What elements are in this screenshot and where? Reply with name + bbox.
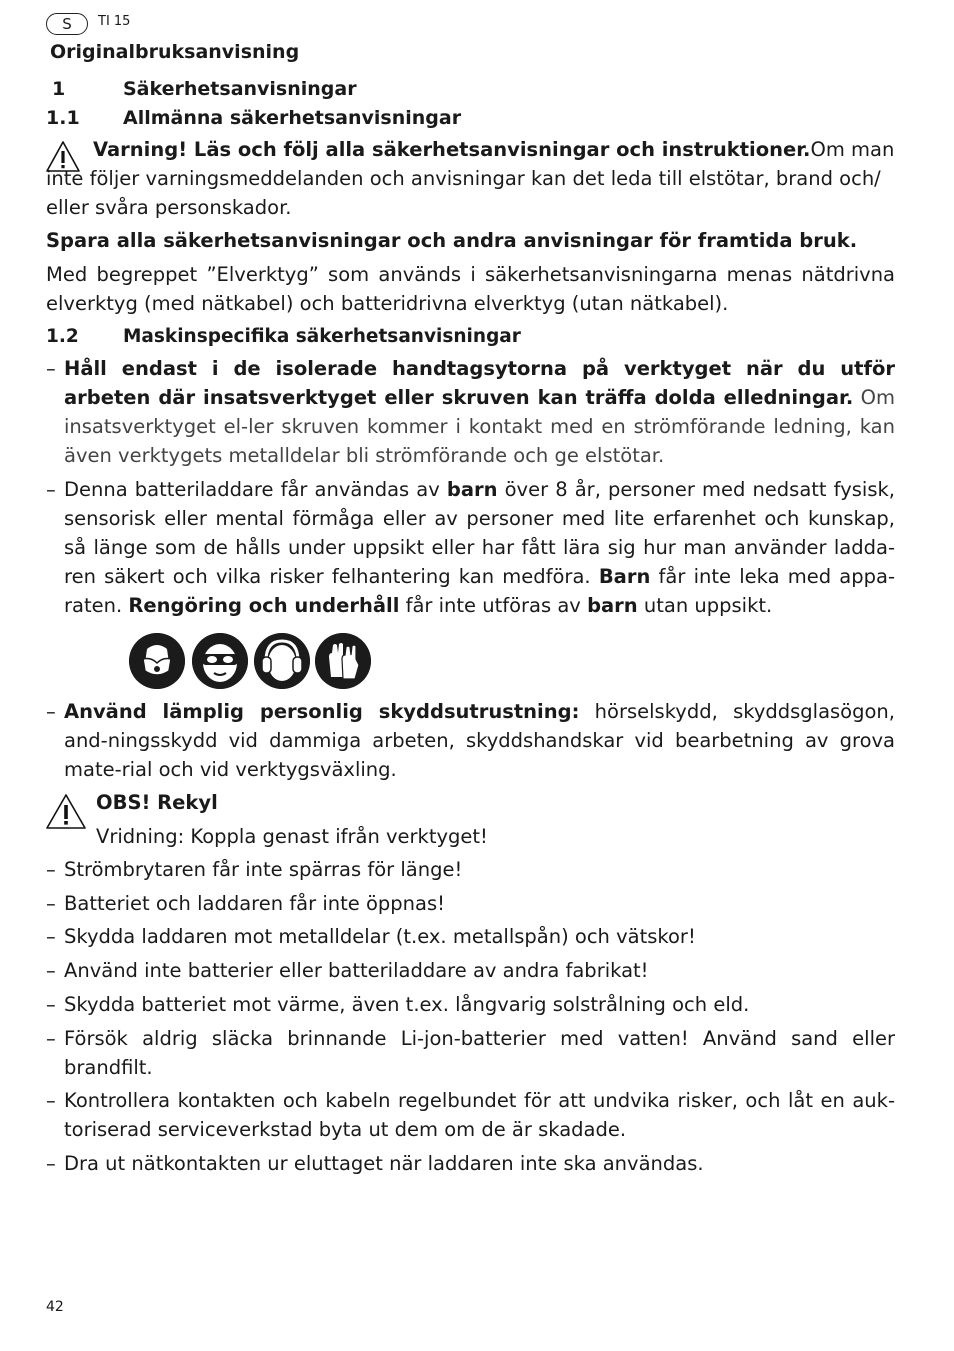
item-text: Om insatsverktyget el-ler skruven kommer i kontakt med en strömförande ledning, kan även verktygets metalldelar bli strömförande och ge elstötar. <box>64 386 895 467</box>
item-text: Denna batteriladdare får användas av <box>64 478 447 501</box>
dash-bullet: – <box>46 1027 56 1050</box>
section-number: 1 <box>52 78 66 100</box>
list-item-text: Dra ut nätkontakten ur eluttaget när laddaren inte ska användas. <box>64 1152 704 1175</box>
item-bold-text: Barn <box>598 565 651 588</box>
language-badge <box>46 13 88 35</box>
item-bold-text: barn <box>587 594 638 617</box>
dash-bullet: – <box>46 478 56 501</box>
list-item <box>46 889 895 918</box>
item-bold-text: Håll endast i de isolerade handtagsytorna på verktyget när du utför arbeten där insatsverktyget eller skruven kan träffa dolda elledningar. <box>64 357 895 409</box>
warning-triangle-icon <box>45 793 87 831</box>
model-name: TI 15 <box>98 14 131 29</box>
obs-text: Vridning: Koppla genast ifrån verktyget! <box>96 825 488 848</box>
list-item <box>46 1086 895 1144</box>
subsection-number: 1.1 <box>46 107 80 129</box>
dash-bullet: – <box>46 357 56 380</box>
list-item <box>46 354 895 470</box>
list-item-text: Försök aldrig släcka brinnande Li-jon-batterier med vatten! Använd sand eller brandfilt. <box>64 1027 895 1079</box>
subsection-title: Allmänna säkerhetsanvisningar <box>123 107 462 129</box>
list-item <box>46 475 895 620</box>
item-bold-text: Använd lämplig personlig skyddsutrustning: <box>64 700 580 723</box>
list-item <box>46 956 895 985</box>
dash-bullet: – <box>46 925 56 948</box>
list-item <box>46 1149 895 1178</box>
list-item <box>46 922 895 951</box>
respirator-mask-icon <box>129 633 185 689</box>
item-bold-text: barn <box>446 478 498 501</box>
power-tool-definition: Med begreppet ”Elverktyg” som används i säkerhetsanvisningarna menas nätdrivna elverktyg (med nätkabel) och batteridrivna elverktyg (utan nätkabel). <box>46 263 895 315</box>
language-code: S <box>62 15 72 33</box>
page-number: 42 <box>46 1299 64 1315</box>
dash-bullet: – <box>46 700 56 723</box>
subsection-number: 1.2 <box>46 326 79 347</box>
item-text: utan uppsikt. <box>637 594 773 617</box>
list-item <box>46 697 895 784</box>
dash-bullet: – <box>46 892 56 915</box>
item-text: hörselskydd, skyddsglasögon, and-ningsskydd vid dammiga arbeten, skyddshandskar vid bearbetning av grova mate-rial och vid verktygsväxling. <box>64 700 895 781</box>
list-item-text: Kontrollera kontakten och kabeln regelbundet för att undvika risker, och låt en auk-toriserad serviceverkstad byta ut dem om de är skadade. <box>64 1089 895 1141</box>
document-title: Originalbruksanvisning <box>50 41 300 63</box>
list-item <box>46 990 895 1019</box>
item-bold-text: Rengöring och underhåll <box>128 594 400 617</box>
list-item-text: Skydda laddaren mot metalldelar (t.ex. metallspån) och vätskor! <box>64 925 696 948</box>
warning-text: Om man inte följer varningsmeddelanden och anvisningar kan det leda till elstötar, brand och/ eller svåra personskador. <box>46 138 895 219</box>
list-item-text: Batteriet och laddaren får inte öppnas! <box>64 892 445 915</box>
item-text: över 8 år, personer med nedsatt fysisk, sensorisk eller mental förmåga eller av personer med lite erfarenhet och kunskap, så länge som de hålls under uppsikt eller har fått lära sig hur man använder ladda-ren säkert och vilka risker felhantering kan medföra. <box>64 478 895 588</box>
dash-bullet: – <box>46 858 56 881</box>
list-item-text: Skydda batteriet mot värme, även t.ex. långvarig solstrålning och eld. <box>64 993 750 1016</box>
list-item <box>46 855 895 884</box>
ear-protection-icon <box>254 633 310 689</box>
obs-title: OBS! Rekyl <box>96 791 218 814</box>
save-instructions: Spara alla säkerhetsanvisningar och andra anvisningar för framtida bruk. <box>46 229 858 252</box>
list-item-text: Använd inte batterier eller batteriladdare av andra fabrikat! <box>64 959 649 982</box>
dash-bullet: – <box>46 959 56 982</box>
section-title: Säkerhetsanvisningar <box>123 78 357 100</box>
safety-gloves-icon <box>315 633 371 689</box>
subsection-title: Maskinspecifika säkerhetsanvisningar <box>123 326 521 347</box>
list-item-text: Strömbrytaren får inte spärras för länge! <box>64 858 463 881</box>
item-text: får inte leka med appa-raten. <box>64 565 895 617</box>
warning-heading: Varning! Läs och följ alla säkerhetsanvisningar och instruktioner. <box>93 138 811 161</box>
warning-paragraph <box>46 135 896 222</box>
dash-bullet: – <box>46 993 56 1016</box>
item-text: får inte utföras av <box>399 594 588 617</box>
dash-bullet: – <box>46 1089 56 1112</box>
list-item <box>46 1024 895 1082</box>
safety-goggles-icon <box>192 633 248 689</box>
dash-bullet: – <box>46 1152 56 1175</box>
